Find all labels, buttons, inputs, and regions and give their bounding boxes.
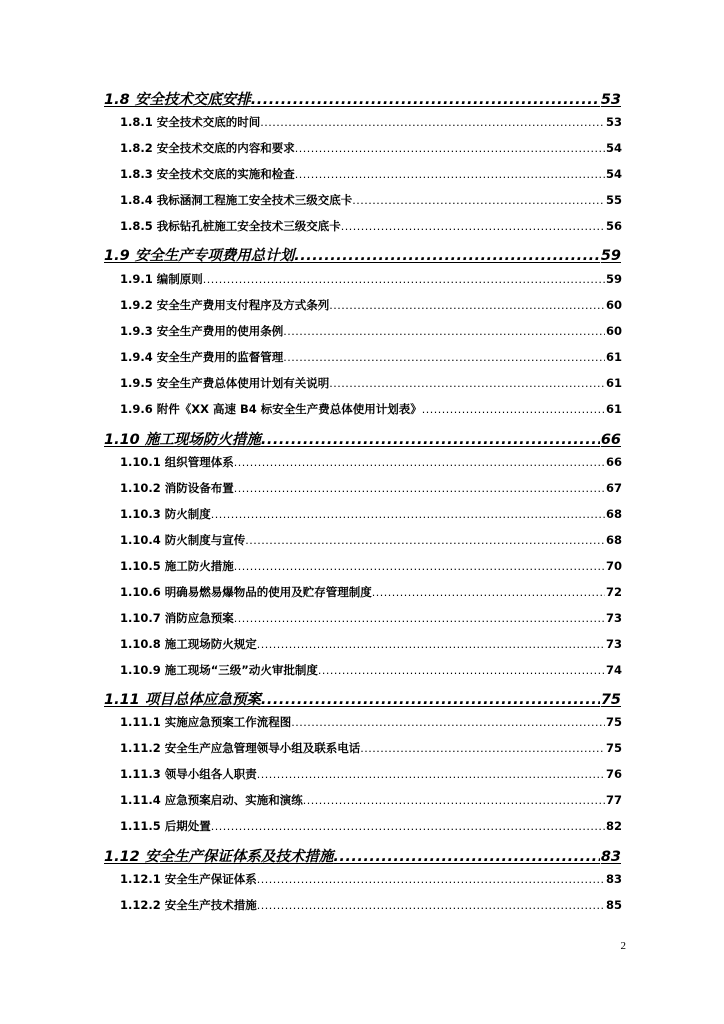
toc-dot-leader — [211, 508, 605, 521]
toc-dot-leader — [234, 560, 605, 573]
toc-subsection-entry[interactable] — [120, 218, 622, 236]
toc-section-entry[interactable] — [104, 688, 621, 710]
toc-entry-title: 1.11.2 安全生产应急管理领导小组及联系电话 — [120, 741, 361, 755]
toc-entry-title: 1.12 安全生产保证体系及技术措施 — [104, 849, 334, 865]
toc-entry-title: 1.9.6 附件《XX 高速 B4 标安全生产费总体使用计划表》 — [120, 402, 422, 416]
toc-entry-page: 82 — [605, 819, 622, 833]
toc-entry-title: 1.9.2 安全生产费用支付程序及方式条列 — [120, 298, 330, 312]
toc-dot-leader — [283, 351, 605, 364]
toc-subsection-entry[interactable] — [120, 662, 622, 680]
toc-entry-title: 1.8.3 安全技术交底的实施和检查 — [120, 167, 295, 181]
toc-section-entry[interactable] — [104, 88, 621, 110]
toc-entry-page: 74 — [605, 663, 622, 677]
toc-entry-page: 66 — [600, 432, 621, 448]
toc-entry-page: 53 — [605, 115, 622, 129]
toc-subsection-entry[interactable] — [120, 140, 622, 158]
toc-entry-page: 68 — [605, 533, 622, 547]
toc-dot-leader — [261, 432, 600, 448]
toc-subsection-entry[interactable] — [120, 349, 622, 367]
toc-entry-page: 54 — [605, 167, 622, 181]
toc-dot-leader — [251, 92, 600, 108]
toc-entry-title: 1.9.3 安全生产费用的使用条例 — [120, 324, 284, 338]
toc-dot-leader — [329, 377, 605, 390]
toc-entry-page: 75 — [600, 692, 621, 708]
toc-entry-title: 1.9.1 编制原则 — [120, 272, 203, 286]
toc-entry-title: 1.10.8 施工现场防火规定 — [120, 637, 257, 651]
toc-dot-leader — [360, 742, 605, 755]
toc-entry-page: 60 — [605, 298, 622, 312]
toc-dot-leader — [245, 534, 605, 547]
toc-entry-page: 77 — [605, 793, 622, 807]
toc-subsection-entry[interactable] — [120, 558, 622, 576]
toc-entry-title: 1.10.6 明确易燃易爆物品的使用及贮存管理制度 — [120, 585, 372, 599]
toc-entry-page: 59 — [605, 272, 622, 286]
toc-section-entry[interactable] — [104, 428, 621, 450]
toc-entry-page: 73 — [605, 611, 622, 625]
toc-entry-title: 1.10.5 施工防火措施 — [120, 559, 234, 573]
toc-entry-page: 75 — [605, 741, 622, 755]
toc-entry-page: 61 — [605, 350, 622, 364]
toc-entry-title: 1.8.5 我标钻孔桩施工安全技术三级交底卡 — [120, 219, 341, 233]
toc-subsection-entry[interactable] — [120, 636, 622, 654]
toc-entry-page: 56 — [605, 219, 622, 233]
toc-entry-title: 1.8.2 安全技术交底的内容和要求 — [120, 141, 295, 155]
toc-entry-page: 76 — [605, 767, 622, 781]
toc-entry-title: 1.12.2 安全生产技术措施 — [120, 898, 257, 912]
toc-entry-page: 61 — [605, 376, 622, 390]
toc-subsection-entry[interactable] — [120, 480, 622, 498]
toc-dot-leader — [234, 456, 605, 469]
toc-dot-leader — [257, 638, 605, 651]
toc-dot-leader — [294, 248, 600, 264]
toc-entry-title: 1.10.4 防火制度与宣传 — [120, 533, 246, 547]
toc-dot-leader — [295, 142, 605, 155]
toc-entry-title: 1.11.5 后期处置 — [120, 819, 211, 833]
toc-dot-leader — [283, 325, 605, 338]
toc-subsection-entry[interactable] — [120, 792, 622, 810]
toc-entry-title: 1.8.4 我标涵洞工程施工安全技术三级交底卡 — [120, 193, 353, 207]
toc-dot-leader — [234, 612, 605, 625]
toc-entry-title: 1.9.4 安全生产费用的监督管理 — [120, 350, 284, 364]
toc-entry-title: 1.11 项目总体应急预案 — [104, 692, 261, 708]
toc-entry-title: 1.10.1 组织管理体系 — [120, 455, 234, 469]
toc-entry-page: 73 — [605, 637, 622, 651]
toc-subsection-entry[interactable] — [120, 401, 622, 419]
toc-entry-title: 1.12.1 安全生产保证体系 — [120, 872, 257, 886]
toc-entry-page: 59 — [600, 248, 621, 264]
toc-entry-title: 1.9.5 安全生产费总体使用计划有关说明 — [120, 376, 330, 390]
toc-subsection-entry[interactable] — [120, 766, 622, 784]
toc-entry-page: 83 — [605, 872, 622, 886]
toc-section-entry[interactable] — [104, 845, 621, 867]
toc-subsection-entry[interactable] — [120, 871, 622, 889]
toc-entry-page: 85 — [605, 898, 622, 912]
toc-subsection-entry[interactable] — [120, 323, 622, 341]
toc-subsection-entry[interactable] — [120, 454, 622, 472]
toc-entry-page: 83 — [600, 849, 621, 865]
toc-dot-leader — [352, 194, 605, 207]
toc-dot-leader — [260, 116, 605, 129]
toc-dot-leader — [257, 768, 605, 781]
toc-subsection-entry[interactable] — [120, 297, 622, 315]
toc-entry-page: 54 — [605, 141, 622, 155]
toc-subsection-entry[interactable] — [120, 818, 622, 836]
toc-dot-leader — [318, 664, 605, 677]
toc-subsection-entry[interactable] — [120, 192, 622, 210]
toc-entry-title: 1.9 安全生产专项费用总计划 — [104, 248, 295, 264]
toc-entry-page: 75 — [605, 715, 622, 729]
toc-subsection-entry[interactable] — [120, 897, 622, 915]
toc-dot-leader — [295, 168, 605, 181]
toc-subsection-entry[interactable] — [120, 714, 622, 732]
toc-entry-page: 67 — [605, 481, 622, 495]
toc-dot-leader — [303, 794, 605, 807]
toc-dot-leader — [329, 299, 605, 312]
toc-entry-title: 1.10.3 防火制度 — [120, 507, 211, 521]
toc-dot-leader — [291, 716, 605, 729]
toc-dot-leader — [333, 849, 599, 865]
toc-dot-leader — [372, 586, 605, 599]
toc-entry-page: 72 — [605, 585, 622, 599]
toc-entry-title: 1.10.7 消防应急预案 — [120, 611, 234, 625]
toc-entry-page: 66 — [605, 455, 622, 469]
toc-dot-leader — [203, 273, 605, 286]
toc-entry-page: 61 — [605, 402, 622, 416]
toc-subsection-entry[interactable] — [120, 532, 622, 550]
toc-entry-title: 1.10 施工现场防火措施 — [104, 432, 261, 448]
toc-entry-title: 1.11.3 领导小组各人职责 — [120, 767, 257, 781]
toc-entry-title: 1.10.2 消防设备布置 — [120, 481, 234, 495]
toc-entry-page: 53 — [600, 92, 621, 108]
toc-subsection-entry[interactable] — [120, 375, 622, 393]
toc-dot-leader — [341, 220, 605, 233]
toc-entry-title: 1.11.1 实施应急预案工作流程图 — [120, 715, 292, 729]
toc-subsection-entry[interactable] — [120, 506, 622, 524]
toc-entry-title: 1.11.4 应急预案启动、实施和演练 — [120, 793, 303, 807]
toc-entry-page: 60 — [605, 324, 622, 338]
toc-dot-leader — [422, 403, 605, 416]
toc-dot-leader — [261, 692, 600, 708]
toc-entry-page: 68 — [605, 507, 622, 521]
toc-entry-title: 1.8 安全技术交底安排 — [104, 92, 251, 108]
toc-subsection-entry[interactable] — [120, 271, 622, 289]
toc-entry-title: 1.8.1 安全技术交底的时间 — [120, 115, 261, 129]
toc-dot-leader — [234, 482, 605, 495]
toc-entry-page: 55 — [605, 193, 622, 207]
toc-subsection-entry[interactable] — [120, 584, 622, 602]
toc-subsection-entry[interactable] — [120, 740, 622, 758]
toc-entry-page: 70 — [605, 559, 622, 573]
toc-subsection-entry[interactable] — [120, 114, 622, 132]
toc-dot-leader — [257, 873, 605, 886]
toc-entry-title: 1.10.9 施工现场“三级”动火审批制度 — [120, 663, 318, 677]
toc-dot-leader — [211, 820, 605, 833]
toc-dot-leader — [257, 899, 605, 912]
toc-subsection-entry[interactable] — [120, 166, 622, 184]
page-number: 2 — [620, 940, 626, 952]
toc-section-entry[interactable] — [104, 244, 621, 266]
toc-subsection-entry[interactable] — [120, 610, 622, 628]
